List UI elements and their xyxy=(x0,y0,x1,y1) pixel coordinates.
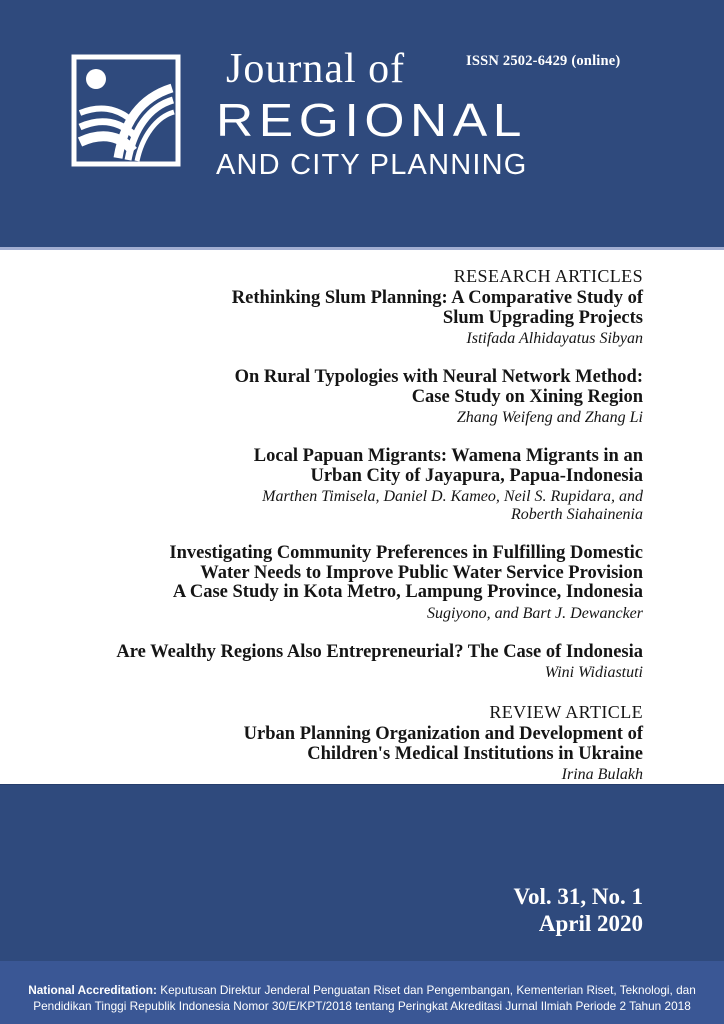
accreditation-label: National Accreditation: xyxy=(28,982,157,997)
article-title-line: On Rural Typologies with Neural Network Method: xyxy=(234,367,643,387)
article-title-line: Local Papuan Migrants: Wamena Migrants in an xyxy=(253,446,643,466)
journal-title-line1: Journal of xyxy=(226,46,406,92)
book-landscape-logo-icon xyxy=(71,54,181,167)
article-authors xyxy=(60,664,643,682)
issue-date: April 2020 xyxy=(538,911,643,936)
accreditation-line1 xyxy=(28,982,696,999)
article-author-line: Zhang Weifeng and Zhang Li xyxy=(456,409,643,426)
journal-title xyxy=(216,48,528,180)
research-articles-heading: RESEARCH ARTICLES xyxy=(453,266,643,286)
article-authors xyxy=(60,330,643,348)
cover-header xyxy=(0,0,724,250)
article-authors xyxy=(60,766,643,784)
article-title-line: Urban Planning Organization and Development of xyxy=(243,724,643,744)
article-authors xyxy=(60,488,643,524)
article-author-line: Roberth Siahainenia xyxy=(511,506,643,523)
article-author-line: Sugiyono, and Bart J. Dewancker xyxy=(427,604,643,622)
article-title-line: Slum Upgrading Projects xyxy=(442,307,643,328)
accreditation-line2: Pendidikan Tinggi Republik Indonesia Nomor 30/E/KPT/2018 tentang Peringkat Akreditasi Jurnal Ilmiah Periode 2 Tahun 2018 xyxy=(33,999,691,1013)
table-of-contents xyxy=(0,250,724,784)
issn-label: ISSN 2502-6429 (online) xyxy=(466,53,621,69)
article-entry xyxy=(60,447,643,524)
article-author-line: Wini Widiastuti xyxy=(544,664,643,681)
article-authors xyxy=(60,409,643,427)
article-author-line: Marthen Timisela, Daniel D. Kameo, Neil S. Rupidara, and xyxy=(262,488,643,505)
article-title-line: A Case Study in Kota Metro, Lampung Province, Indonesia xyxy=(172,582,643,602)
article-title-line: Urban City of Jayapura, Papua-Indonesia xyxy=(310,465,643,486)
article-authors xyxy=(60,605,643,623)
article-title-line: Water Needs to Improve Public Water Service Provision xyxy=(200,562,643,583)
article-title-line: Case Study on Xining Region xyxy=(411,386,643,407)
journal-title-line2: REGIONAL xyxy=(216,94,528,146)
accreditation-text1: Keputusan Direktur Jenderal Penguatan Riset dan Pengembangan, Kementerian Riset, Teknologi, dan xyxy=(160,982,696,997)
article-title-line: Rethinking Slum Planning: A Comparative Study of xyxy=(231,288,643,308)
article-entry xyxy=(60,289,643,348)
article-title-line: Are Wealthy Regions Also Entrepreneurial? The Case of Indonesia xyxy=(116,641,643,662)
article-author-line: Istifada Alhidayatus Sibyan xyxy=(466,330,643,347)
volume-number: Vol. 31, No. 1 xyxy=(513,884,643,909)
article-entry xyxy=(60,725,643,784)
journal-logo xyxy=(71,54,181,167)
review-article-heading: REVIEW ARTICLE xyxy=(489,702,643,722)
journal-title-line3: AND CITY PLANNING xyxy=(216,149,528,181)
article-entry xyxy=(60,643,643,683)
article-entry xyxy=(60,368,643,427)
accreditation-band xyxy=(0,961,724,1024)
article-entry xyxy=(60,544,643,623)
article-title-line: Investigating Community Preferences in Fulfilling Domestic xyxy=(169,543,643,563)
article-title-line: Children's Medical Institutions in Ukraine xyxy=(307,743,643,764)
article-author-line: Irina Bulakh xyxy=(561,766,643,783)
issue-info xyxy=(0,784,724,961)
